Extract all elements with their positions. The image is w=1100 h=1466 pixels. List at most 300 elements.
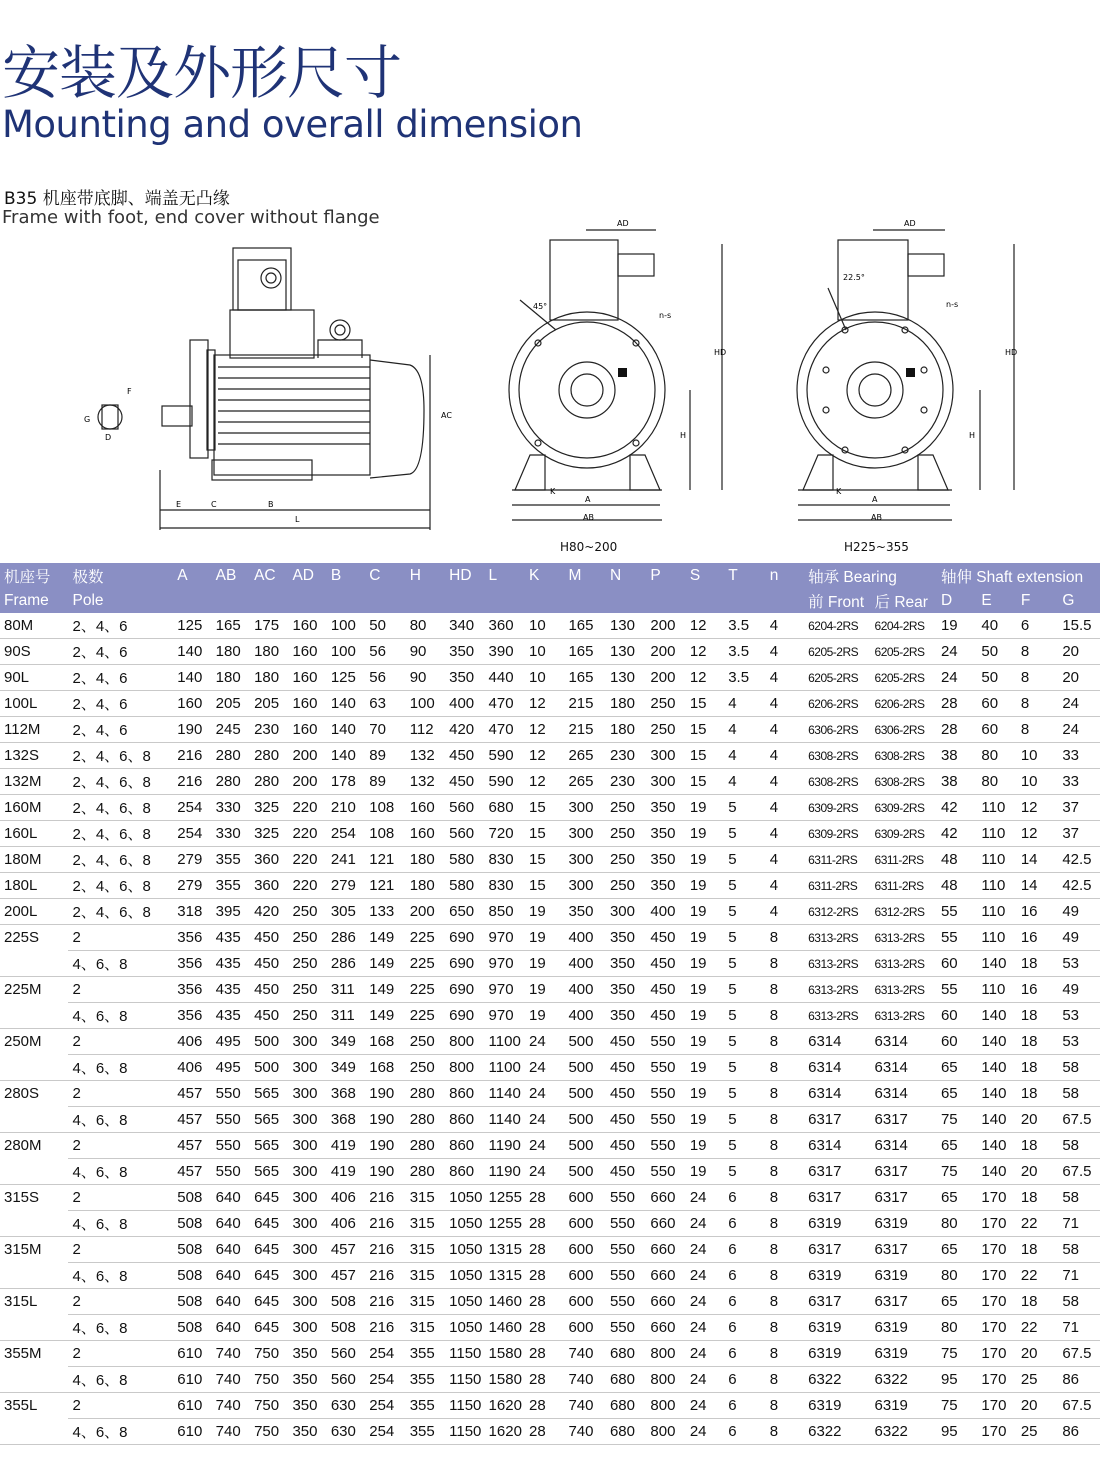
frame-cell: 355M bbox=[4, 1345, 42, 1363]
value-cell: 170 bbox=[977, 1185, 1016, 1211]
value-cell: 640 bbox=[212, 1315, 250, 1341]
value-cell: 350 bbox=[606, 1003, 646, 1029]
value-cell: 18 bbox=[1017, 1029, 1059, 1055]
value-cell: 280 bbox=[212, 743, 250, 769]
value-cell: 1150 bbox=[445, 1393, 484, 1419]
value-cell: 457 bbox=[327, 1237, 365, 1263]
value-cell: 132 bbox=[406, 769, 445, 795]
value-cell: 24 bbox=[686, 1185, 724, 1211]
value-cell: 645 bbox=[250, 1211, 288, 1237]
frame-cell: 80M bbox=[0, 613, 68, 639]
frame-cell: 225S bbox=[4, 929, 40, 947]
value-cell: 140 bbox=[977, 1055, 1016, 1081]
value-cell: 6 bbox=[724, 1419, 766, 1445]
value-cell: 6309-2RS bbox=[804, 821, 870, 847]
label-ad-1: AD bbox=[617, 219, 629, 228]
value-cell: 750 bbox=[250, 1419, 288, 1445]
value-cell: 279 bbox=[173, 847, 211, 873]
value-cell: 24 bbox=[686, 1367, 724, 1393]
value-cell: 4 bbox=[766, 847, 804, 873]
value-cell: 254 bbox=[327, 821, 365, 847]
hdr-bearing: 轴承 Bearing bbox=[808, 568, 897, 586]
value-cell: 230 bbox=[606, 769, 646, 795]
value-cell: 580 bbox=[445, 873, 484, 899]
value-cell: 8 bbox=[766, 1081, 804, 1107]
value-cell: 28 bbox=[937, 717, 977, 743]
value-cell: 110 bbox=[977, 873, 1016, 899]
value-cell: 740 bbox=[212, 1419, 250, 1445]
value-cell: 590 bbox=[485, 743, 525, 769]
frame-cell: 100L bbox=[0, 691, 68, 717]
value-cell: 750 bbox=[250, 1367, 288, 1393]
value-cell: 241 bbox=[327, 847, 365, 873]
value-cell: 42.5 bbox=[1058, 873, 1100, 899]
pole-cell: 2 bbox=[68, 977, 173, 1003]
value-cell: 355 bbox=[406, 1419, 445, 1445]
value-cell: 350 bbox=[288, 1367, 326, 1393]
value-cell: 350 bbox=[646, 847, 685, 873]
value-cell: 450 bbox=[250, 951, 288, 977]
value-cell: 180 bbox=[406, 847, 445, 873]
hdr-bearing-front: 前 Front bbox=[808, 593, 865, 611]
value-cell: 400 bbox=[564, 977, 606, 1003]
value-cell: 16 bbox=[1017, 899, 1059, 925]
label-ab-1: AB bbox=[583, 513, 594, 522]
value-cell: 6313-2RS bbox=[871, 977, 937, 1003]
value-cell: 80 bbox=[937, 1263, 977, 1289]
value-cell: 6 bbox=[724, 1367, 766, 1393]
value-cell: 108 bbox=[365, 795, 405, 821]
table-body bbox=[0, 613, 1100, 1445]
value-cell: 860 bbox=[445, 1081, 484, 1107]
value-cell: 140 bbox=[977, 1133, 1016, 1159]
hdr-frame-en: Frame bbox=[4, 591, 49, 609]
value-cell: 550 bbox=[212, 1133, 250, 1159]
value-cell: 15 bbox=[525, 821, 564, 847]
pole-cell: 2、4、6、8 bbox=[68, 847, 173, 873]
value-cell: 500 bbox=[564, 1055, 606, 1081]
hdr-ab: AB bbox=[215, 566, 237, 584]
value-cell: 355 bbox=[212, 847, 250, 873]
value-cell: 200 bbox=[646, 639, 685, 665]
value-cell: 300 bbox=[606, 899, 646, 925]
value-cell: 8 bbox=[766, 977, 804, 1003]
table-row bbox=[0, 951, 1100, 977]
value-cell: 55 bbox=[937, 977, 977, 1003]
value-cell: 130 bbox=[606, 639, 646, 665]
value-cell: 12 bbox=[1017, 821, 1059, 847]
hdr-t: T bbox=[728, 566, 738, 584]
value-cell: 6314 bbox=[871, 1133, 937, 1159]
value-cell: 49 bbox=[1058, 977, 1100, 1003]
value-cell: 15 bbox=[686, 743, 724, 769]
value-cell: 110 bbox=[977, 795, 1016, 821]
pole-cell: 2、4、6、8 bbox=[68, 769, 173, 795]
value-cell: 24 bbox=[686, 1211, 724, 1237]
value-cell: 740 bbox=[564, 1393, 606, 1419]
value-cell: 390 bbox=[485, 639, 525, 665]
value-cell: 6317 bbox=[871, 1237, 937, 1263]
value-cell: 18 bbox=[1017, 951, 1059, 977]
value-cell: 457 bbox=[173, 1159, 211, 1185]
value-cell: 565 bbox=[250, 1107, 288, 1133]
value-cell: 180 bbox=[606, 717, 646, 743]
value-cell: 19 bbox=[686, 821, 724, 847]
value-cell: 970 bbox=[485, 977, 525, 1003]
value-cell: 800 bbox=[646, 1393, 685, 1419]
value-cell: 1050 bbox=[445, 1211, 484, 1237]
table-row bbox=[0, 925, 1100, 951]
table-row bbox=[0, 899, 1100, 925]
value-cell: 121 bbox=[365, 847, 405, 873]
value-cell: 1620 bbox=[485, 1419, 525, 1445]
value-cell: 216 bbox=[365, 1263, 405, 1289]
value-cell: 16 bbox=[1017, 977, 1059, 1003]
frame-cell bbox=[0, 1315, 68, 1341]
value-cell: 1050 bbox=[445, 1263, 484, 1289]
value-cell: 8 bbox=[1017, 639, 1059, 665]
value-cell: 640 bbox=[212, 1263, 250, 1289]
value-cell: 315 bbox=[406, 1211, 445, 1237]
label-ns-2: n-s bbox=[946, 300, 959, 309]
label-c: C bbox=[211, 500, 217, 509]
value-cell: 5 bbox=[724, 1003, 766, 1029]
value-cell: 58 bbox=[1058, 1133, 1100, 1159]
value-cell: 6313-2RS bbox=[871, 951, 937, 977]
value-cell: 450 bbox=[646, 1003, 685, 1029]
value-cell: 395 bbox=[212, 899, 250, 925]
value-cell: 419 bbox=[327, 1159, 365, 1185]
value-cell: 15 bbox=[686, 691, 724, 717]
value-cell: 830 bbox=[485, 873, 525, 899]
value-cell: 80 bbox=[937, 1315, 977, 1341]
value-cell: 1050 bbox=[445, 1315, 484, 1341]
value-cell: 125 bbox=[173, 613, 211, 639]
value-cell: 165 bbox=[564, 639, 606, 665]
value-cell: 660 bbox=[646, 1289, 685, 1315]
value-cell: 33 bbox=[1058, 769, 1100, 795]
value-cell: 435 bbox=[212, 1003, 250, 1029]
value-cell: 740 bbox=[212, 1341, 250, 1367]
value-cell: 6 bbox=[724, 1341, 766, 1367]
value-cell: 190 bbox=[365, 1133, 405, 1159]
value-cell: 95 bbox=[937, 1419, 977, 1445]
value-cell: 216 bbox=[365, 1185, 405, 1211]
value-cell: 560 bbox=[445, 795, 484, 821]
table-row bbox=[0, 821, 1100, 847]
value-cell: 100 bbox=[327, 613, 365, 639]
value-cell: 740 bbox=[564, 1341, 606, 1367]
value-cell: 60 bbox=[937, 951, 977, 977]
value-cell: 22 bbox=[1017, 1263, 1059, 1289]
table-row bbox=[0, 1159, 1100, 1185]
value-cell: 28 bbox=[525, 1237, 564, 1263]
hdr-shaft-e: E bbox=[981, 591, 992, 609]
value-cell: 508 bbox=[327, 1289, 365, 1315]
frame-cell: 225M bbox=[4, 981, 42, 999]
value-cell: 6205-2RS bbox=[804, 665, 870, 691]
value-cell: 90 bbox=[406, 639, 445, 665]
table-row bbox=[0, 743, 1100, 769]
table-row bbox=[0, 1393, 1100, 1419]
value-cell: 6309-2RS bbox=[871, 795, 937, 821]
value-cell: 500 bbox=[250, 1029, 288, 1055]
value-cell: 60 bbox=[977, 691, 1016, 717]
value-cell: 470 bbox=[485, 691, 525, 717]
value-cell: 53 bbox=[1058, 1029, 1100, 1055]
value-cell: 550 bbox=[646, 1159, 685, 1185]
value-cell: 6311-2RS bbox=[871, 847, 937, 873]
value-cell: 300 bbox=[288, 1159, 326, 1185]
value-cell: 740 bbox=[564, 1419, 606, 1445]
value-cell: 24 bbox=[525, 1055, 564, 1081]
value-cell: 355 bbox=[212, 873, 250, 899]
value-cell: 6311-2RS bbox=[871, 873, 937, 899]
value-cell: 300 bbox=[288, 1081, 326, 1107]
value-cell: 630 bbox=[327, 1419, 365, 1445]
value-cell: 65 bbox=[937, 1237, 977, 1263]
value-cell: 140 bbox=[977, 1029, 1016, 1055]
value-cell: 216 bbox=[173, 743, 211, 769]
value-cell: 1140 bbox=[485, 1081, 525, 1107]
value-cell: 12 bbox=[525, 743, 564, 769]
table-row bbox=[0, 795, 1100, 821]
value-cell: 53 bbox=[1058, 951, 1100, 977]
value-cell: 457 bbox=[173, 1107, 211, 1133]
value-cell: 10 bbox=[1017, 743, 1059, 769]
value-cell: 660 bbox=[646, 1237, 685, 1263]
value-cell: 160 bbox=[288, 639, 326, 665]
value-cell: 140 bbox=[327, 717, 365, 743]
value-cell: 660 bbox=[646, 1315, 685, 1341]
value-cell: 28 bbox=[525, 1263, 564, 1289]
label-ns-1: n-s bbox=[659, 311, 672, 320]
pole-cell: 2 bbox=[68, 1237, 173, 1263]
value-cell: 508 bbox=[173, 1263, 211, 1289]
value-cell: 3.5 bbox=[724, 665, 766, 691]
value-cell: 6314 bbox=[804, 1081, 870, 1107]
value-cell: 315 bbox=[406, 1237, 445, 1263]
value-cell: 1315 bbox=[485, 1237, 525, 1263]
value-cell: 12 bbox=[686, 639, 724, 665]
value-cell: 6309-2RS bbox=[804, 795, 870, 821]
value-cell: 18 bbox=[1017, 1133, 1059, 1159]
value-cell: 550 bbox=[646, 1081, 685, 1107]
value-cell: 140 bbox=[977, 951, 1016, 977]
value-cell: 149 bbox=[365, 925, 405, 951]
value-cell: 265 bbox=[564, 769, 606, 795]
value-cell: 350 bbox=[646, 795, 685, 821]
value-cell: 230 bbox=[250, 717, 288, 743]
value-cell: 20 bbox=[1017, 1107, 1059, 1133]
value-cell: 8 bbox=[766, 1393, 804, 1419]
value-cell: 349 bbox=[327, 1029, 365, 1055]
label-b: B bbox=[268, 500, 274, 509]
value-cell: 19 bbox=[686, 1029, 724, 1055]
value-cell: 15.5 bbox=[1058, 613, 1100, 639]
value-cell: 645 bbox=[250, 1315, 288, 1341]
value-cell: 1050 bbox=[445, 1185, 484, 1211]
hdr-ad: AD bbox=[292, 566, 314, 584]
value-cell: 19 bbox=[525, 977, 564, 1003]
value-cell: 1050 bbox=[445, 1237, 484, 1263]
table-header bbox=[0, 563, 1100, 613]
value-cell: 225 bbox=[406, 977, 445, 1003]
value-cell: 24 bbox=[937, 665, 977, 691]
value-cell: 24 bbox=[525, 1159, 564, 1185]
pole-cell: 4、6、8 bbox=[68, 1003, 173, 1029]
value-cell: 180 bbox=[406, 873, 445, 899]
value-cell: 6205-2RS bbox=[871, 639, 937, 665]
value-cell: 6 bbox=[724, 1289, 766, 1315]
pole-cell: 2、4、6 bbox=[68, 717, 173, 743]
value-cell: 6309-2RS bbox=[871, 821, 937, 847]
value-cell: 1580 bbox=[485, 1341, 525, 1367]
value-cell: 280 bbox=[406, 1081, 445, 1107]
value-cell: 170 bbox=[977, 1289, 1016, 1315]
value-cell: 280 bbox=[406, 1107, 445, 1133]
value-cell: 457 bbox=[327, 1263, 365, 1289]
value-cell: 690 bbox=[445, 1003, 484, 1029]
value-cell: 160 bbox=[288, 665, 326, 691]
value-cell: 5 bbox=[724, 1055, 766, 1081]
value-cell: 450 bbox=[445, 769, 484, 795]
value-cell: 24 bbox=[686, 1393, 724, 1419]
value-cell: 19 bbox=[525, 951, 564, 977]
value-cell: 6319 bbox=[871, 1211, 937, 1237]
value-cell: 300 bbox=[288, 1133, 326, 1159]
value-cell: 58 bbox=[1058, 1237, 1100, 1263]
value-cell: 67.5 bbox=[1058, 1341, 1100, 1367]
value-cell: 100 bbox=[327, 639, 365, 665]
pole-cell: 2 bbox=[68, 1029, 173, 1055]
table-row bbox=[0, 1289, 1100, 1315]
label-a-2: A bbox=[872, 495, 878, 504]
value-cell: 450 bbox=[250, 977, 288, 1003]
value-cell: 645 bbox=[250, 1185, 288, 1211]
hdr-k: K bbox=[529, 566, 540, 584]
value-cell: 300 bbox=[564, 795, 606, 821]
value-cell: 6317 bbox=[871, 1159, 937, 1185]
value-cell: 311 bbox=[327, 1003, 365, 1029]
value-cell: 850 bbox=[485, 899, 525, 925]
pole-cell: 2、4、6 bbox=[68, 691, 173, 717]
frame-cell: 315M bbox=[4, 1241, 42, 1259]
value-cell: 19 bbox=[686, 1133, 724, 1159]
value-cell: 600 bbox=[564, 1211, 606, 1237]
value-cell: 8 bbox=[766, 1289, 804, 1315]
value-cell: 19 bbox=[686, 1107, 724, 1133]
value-cell: 220 bbox=[288, 873, 326, 899]
value-cell: 48 bbox=[937, 873, 977, 899]
frame-cell: 355L bbox=[4, 1397, 38, 1415]
value-cell: 20 bbox=[1017, 1341, 1059, 1367]
pole-cell: 4、6、8 bbox=[68, 1211, 173, 1237]
value-cell: 216 bbox=[365, 1237, 405, 1263]
value-cell: 1460 bbox=[485, 1289, 525, 1315]
value-cell: 6322 bbox=[804, 1367, 870, 1393]
hdr-bearing-rear: 后 Rear bbox=[874, 593, 928, 611]
value-cell: 216 bbox=[173, 769, 211, 795]
value-cell: 315 bbox=[406, 1185, 445, 1211]
value-cell: 1620 bbox=[485, 1393, 525, 1419]
table-row bbox=[0, 1003, 1100, 1029]
value-cell: 550 bbox=[606, 1211, 646, 1237]
value-cell: 300 bbox=[288, 1055, 326, 1081]
value-cell: 457 bbox=[173, 1133, 211, 1159]
value-cell: 450 bbox=[606, 1029, 646, 1055]
table-row bbox=[0, 1315, 1100, 1341]
value-cell: 6317 bbox=[804, 1289, 870, 1315]
value-cell: 8 bbox=[1017, 717, 1059, 743]
value-cell: 225 bbox=[406, 1003, 445, 1029]
value-cell: 1255 bbox=[485, 1211, 525, 1237]
label-k-2: K bbox=[836, 487, 842, 496]
value-cell: 406 bbox=[173, 1029, 211, 1055]
label-ac: AC bbox=[441, 411, 452, 420]
value-cell: 325 bbox=[250, 821, 288, 847]
value-cell: 58 bbox=[1058, 1289, 1100, 1315]
frame-cell: 250M bbox=[4, 1033, 42, 1051]
value-cell: 565 bbox=[250, 1081, 288, 1107]
value-cell: 5 bbox=[724, 1107, 766, 1133]
value-cell: 300 bbox=[564, 873, 606, 899]
value-cell: 450 bbox=[646, 925, 685, 951]
pole-cell: 2、4、6 bbox=[68, 613, 173, 639]
value-cell: 250 bbox=[606, 873, 646, 899]
value-cell: 24 bbox=[686, 1263, 724, 1289]
value-cell: 550 bbox=[212, 1107, 250, 1133]
value-cell: 311 bbox=[327, 977, 365, 1003]
value-cell: 450 bbox=[250, 1003, 288, 1029]
value-cell: 37 bbox=[1058, 821, 1100, 847]
value-cell: 6206-2RS bbox=[804, 691, 870, 717]
value-cell: 350 bbox=[606, 951, 646, 977]
value-cell: 170 bbox=[977, 1211, 1016, 1237]
value-cell: 20 bbox=[1017, 1393, 1059, 1419]
value-cell: 15 bbox=[686, 717, 724, 743]
value-cell: 420 bbox=[250, 899, 288, 925]
value-cell: 56 bbox=[365, 665, 405, 691]
value-cell: 750 bbox=[250, 1393, 288, 1419]
value-cell: 690 bbox=[445, 977, 484, 1003]
value-cell: 50 bbox=[365, 613, 405, 639]
value-cell: 550 bbox=[646, 1133, 685, 1159]
value-cell: 6313-2RS bbox=[804, 925, 870, 951]
value-cell: 450 bbox=[606, 1081, 646, 1107]
value-cell: 24 bbox=[937, 639, 977, 665]
value-cell: 149 bbox=[365, 951, 405, 977]
value-cell: 6311-2RS bbox=[804, 873, 870, 899]
value-cell: 8 bbox=[766, 1237, 804, 1263]
value-cell: 6205-2RS bbox=[804, 639, 870, 665]
value-cell: 600 bbox=[564, 1315, 606, 1341]
pole-cell: 4、6、8 bbox=[68, 1107, 173, 1133]
value-cell: 220 bbox=[288, 847, 326, 873]
value-cell: 60 bbox=[937, 1029, 977, 1055]
frame-cell: 280S bbox=[4, 1085, 40, 1103]
value-cell: 550 bbox=[646, 1029, 685, 1055]
value-cell: 350 bbox=[288, 1341, 326, 1367]
table-row bbox=[0, 769, 1100, 795]
pole-cell: 2、4、6、8 bbox=[68, 821, 173, 847]
value-cell: 180 bbox=[606, 691, 646, 717]
frame-cell bbox=[0, 951, 68, 977]
pole-cell: 4、6、8 bbox=[68, 1315, 173, 1341]
value-cell: 406 bbox=[327, 1211, 365, 1237]
value-cell: 216 bbox=[365, 1211, 405, 1237]
value-cell: 8 bbox=[766, 1341, 804, 1367]
